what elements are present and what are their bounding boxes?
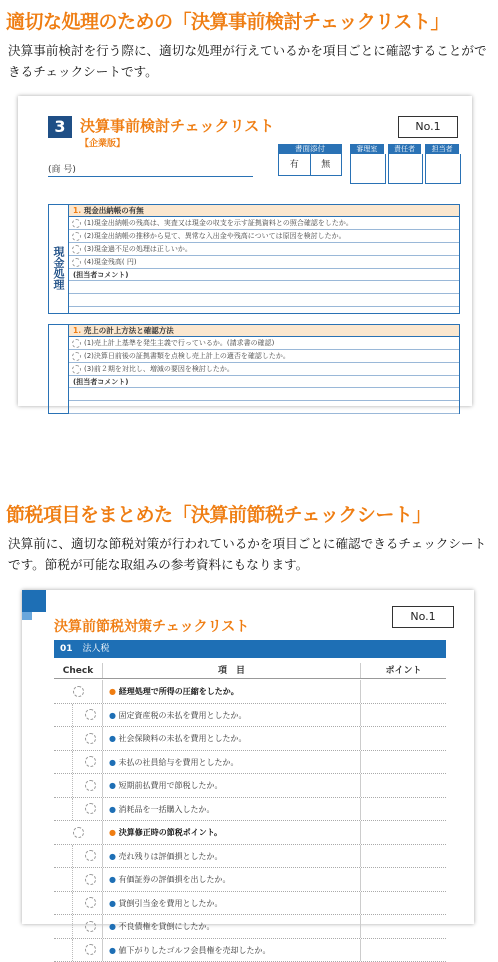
comment-label: (担当者コメント) — [69, 269, 459, 281]
row-text — [102, 868, 360, 891]
row-text — [102, 704, 360, 727]
bullet-icon: ● — [109, 687, 119, 696]
comment-line — [69, 294, 459, 307]
company-name-line — [48, 176, 253, 177]
checklist-rows — [54, 680, 446, 962]
check-circle-icon[interactable] — [85, 874, 96, 885]
row-label: 経理処理で所得の圧縮をしたか。 — [119, 687, 239, 696]
row-text — [102, 798, 360, 821]
checklist-row — [54, 774, 446, 798]
sheet-subtitle: 【企業版】 — [80, 136, 125, 149]
point-cell — [360, 821, 446, 844]
row-label: 消耗品を一括購入したか。 — [119, 805, 215, 814]
check-cell[interactable] — [72, 727, 102, 750]
stamp-label: 担当者 — [425, 144, 459, 154]
check-circle-icon[interactable] — [73, 827, 84, 838]
check-circle-icon[interactable] — [85, 921, 96, 932]
approval-stamps — [350, 144, 461, 184]
check-item: (3)現金過不足の処理は正しいか。 — [69, 243, 459, 256]
check-item: (2)決算日前後の証拠書類を点検し売上計上の適否を確認したか。 — [69, 350, 459, 363]
check-cell[interactable] — [72, 939, 102, 962]
stamp-box — [388, 154, 424, 184]
check-cell[interactable] — [72, 915, 102, 938]
row-label: 固定資産税の未払を費用としたか。 — [119, 711, 247, 720]
category-label: 現金処理 — [49, 205, 69, 313]
point-cell — [360, 704, 446, 727]
row-text — [102, 774, 360, 797]
point-cell — [360, 751, 446, 774]
check-cell[interactable] — [72, 704, 102, 727]
check-circle-icon — [72, 258, 81, 267]
row-text — [102, 939, 360, 962]
comment-line — [69, 388, 459, 401]
stamp-label: 責任者 — [388, 144, 422, 154]
bullet-icon: ● — [109, 922, 119, 931]
company-name-label: (商 号) — [48, 162, 76, 175]
bullet-icon: ● — [109, 875, 119, 884]
row-text — [102, 845, 360, 868]
checklist-row — [54, 915, 446, 939]
checklist-row — [54, 751, 446, 775]
doc-yes: 有 — [279, 154, 311, 175]
sheet2-title: 決算前節税対策チェックリスト — [54, 616, 249, 636]
section-sales — [48, 324, 460, 414]
row-label: 短期前払費用で節税したか。 — [119, 781, 223, 790]
check-circle-icon — [72, 245, 81, 254]
category-label — [49, 325, 69, 413]
check-cell[interactable] — [72, 892, 102, 915]
row-text — [102, 680, 360, 703]
check-cell[interactable] — [72, 751, 102, 774]
check-item: (1)現金出納帳の残高は、実査又は現金の収支を示す証拠資料との照合確認をしたか。 — [69, 217, 459, 230]
bullet-icon: ● — [109, 899, 119, 908]
row-label: 売れ残りは評価損としたか。 — [119, 852, 223, 861]
check-circle-icon[interactable] — [85, 733, 96, 744]
sheet-no-box: No.1 — [398, 116, 458, 138]
doc-no: 無 — [311, 154, 342, 175]
document-attachment-box — [278, 144, 342, 176]
row-text — [102, 892, 360, 915]
check-item: (1)売上計上基準を発生主義で行っているか。(請求書の確認) — [69, 337, 459, 350]
check-cell[interactable] — [72, 774, 102, 797]
corner-decoration — [22, 612, 32, 620]
check-cell[interactable] — [72, 868, 102, 891]
check-cell[interactable] — [54, 821, 102, 844]
checklist-group-row — [54, 821, 446, 845]
row-label: 不良債権を貸倒にしたか。 — [119, 922, 215, 931]
section-cash — [48, 204, 460, 314]
row-text — [102, 915, 360, 938]
point-cell — [360, 868, 446, 891]
point-cell — [360, 939, 446, 962]
bullet-icon: ● — [109, 781, 119, 790]
check-circle-icon[interactable] — [85, 780, 96, 791]
check-circle-icon — [72, 339, 81, 348]
col-item: 項 目 — [102, 663, 360, 678]
check-circle-icon[interactable] — [85, 709, 96, 720]
check-circle-icon[interactable] — [85, 756, 96, 767]
row-label: 決算修正時の節税ポイント。 — [119, 828, 222, 837]
row-label: 社会保険料の未払を費用としたか。 — [119, 734, 247, 743]
checklist-sheet-1 — [18, 96, 472, 406]
sheet-title: 決算事前検討チェックリスト — [80, 115, 274, 136]
bullet-icon: ● — [109, 734, 119, 743]
row-text — [102, 751, 360, 774]
checklist-row — [54, 727, 446, 751]
bullet-icon: ● — [109, 828, 119, 837]
bullet-icon: ● — [109, 852, 119, 861]
section1-heading: 適切な処理のための「決算事前検討チェックリスト」 — [6, 7, 449, 34]
checklist-row — [54, 939, 446, 962]
checklist-row — [54, 892, 446, 916]
col-check: Check — [54, 663, 102, 678]
stamp-box — [350, 154, 386, 184]
checklist-group-row — [54, 680, 446, 704]
corner-decoration — [22, 590, 46, 612]
point-cell — [360, 915, 446, 938]
sheet-number: 3 — [48, 116, 72, 138]
check-circle-icon — [72, 232, 81, 241]
check-circle-icon[interactable] — [85, 803, 96, 814]
check-circle-icon — [72, 365, 81, 374]
section2-heading: 節税項目をまとめた「決算前節税チェックシート」 — [6, 500, 431, 527]
check-circle-icon[interactable] — [73, 686, 84, 697]
checklist-row — [54, 704, 446, 728]
check-item: (2)現金出納帳の推移から見て、異常な入出金や残高については原因を検討したか。 — [69, 230, 459, 243]
column-headers — [54, 663, 446, 679]
checklist-row — [54, 845, 446, 869]
row-label: 値下がりしたゴルフ会員権を売却したか。 — [119, 946, 271, 955]
col-point: ポイント — [360, 663, 446, 678]
category-bar: 01 法人税 — [54, 640, 446, 658]
point-cell — [360, 798, 446, 821]
row-text — [102, 821, 360, 844]
check-circle-icon[interactable] — [85, 850, 96, 861]
check-circle-icon[interactable] — [85, 897, 96, 908]
section2-description: 決算前に、適切な節税対策が行われているかを項目ごとに確認できるチェックシートです。節税が可能な取組みの参考資料にもなります。 — [8, 533, 494, 575]
check-cell[interactable] — [72, 798, 102, 821]
section-header: 1. 売上の計上方法と確認方法 — [69, 325, 459, 337]
check-cell[interactable] — [72, 845, 102, 868]
bullet-icon: ● — [109, 805, 119, 814]
bullet-icon: ● — [109, 946, 119, 955]
point-cell — [360, 680, 446, 703]
checklist-row — [54, 868, 446, 892]
bullet-icon: ● — [109, 711, 119, 720]
stamp-box — [425, 154, 461, 184]
section1-description: 決算事前検討を行う際に、適切な処理が行えているかを項目ごとに確認することができるチェックシートです。 — [8, 40, 494, 82]
comment-label: (担当者コメント) — [69, 376, 459, 388]
checklist-row — [54, 798, 446, 822]
point-cell — [360, 727, 446, 750]
section-header: 1. 現金出納帳の有無 — [69, 205, 459, 217]
check-circle-icon — [72, 219, 81, 228]
comment-line — [69, 281, 459, 294]
row-label: 貸倒引当金を費用としたか。 — [119, 899, 223, 908]
row-label: 未払の社員給与を費用としたか。 — [119, 758, 239, 767]
point-cell — [360, 774, 446, 797]
comment-line — [69, 401, 459, 414]
check-circle-icon — [72, 352, 81, 361]
bullet-icon: ● — [109, 758, 119, 767]
row-text — [102, 727, 360, 750]
check-item: (3)前２期を対比し、増減の要因を検討したか。 — [69, 363, 459, 376]
check-circle-icon[interactable] — [85, 944, 96, 955]
checklist-sheet-2 — [22, 590, 474, 924]
check-item: (4)現金残高( 円) — [69, 256, 459, 269]
doc-header: 書面添付 — [278, 144, 342, 154]
check-cell[interactable] — [54, 680, 102, 703]
point-cell — [360, 845, 446, 868]
point-cell — [360, 892, 446, 915]
sheet2-no-box: No.1 — [392, 606, 454, 628]
stamp-label: 審理室 — [350, 144, 384, 154]
row-label: 有価証券の評価損を出したか。 — [119, 875, 231, 884]
